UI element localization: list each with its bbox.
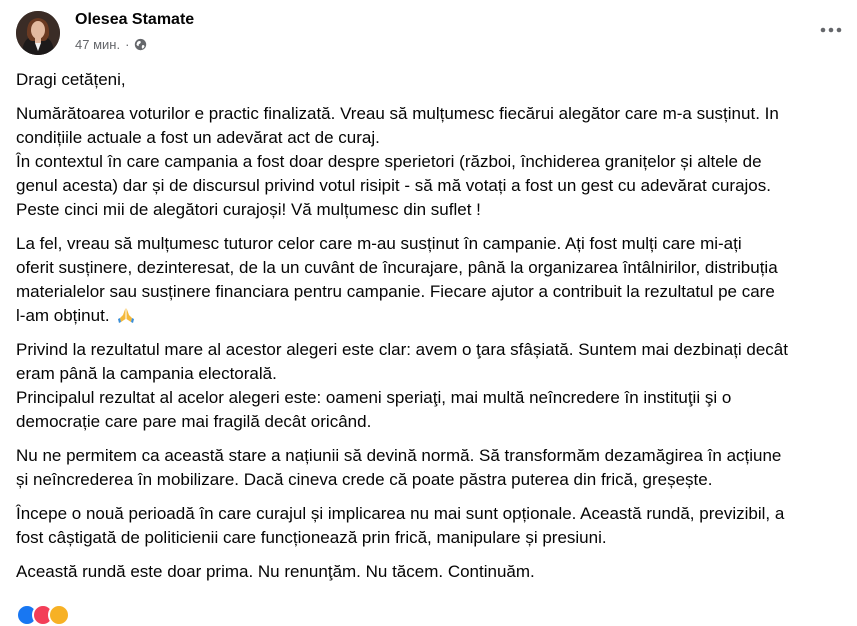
post-line: materialelor sau susținere financiara pentru campanie. Fiecare ajutor a contribuit la rezultatul pe care: [16, 282, 775, 301]
meta-separator: ·: [125, 37, 130, 52]
reaction-icons[interactable]: [16, 604, 64, 626]
folded-hands-icon: [116, 305, 136, 325]
post-line: În contextul în care campania a fost doar despre sperietori (război, închiderea granițelor și altele de: [16, 152, 762, 171]
post-line: genul acesta) dar și de discursul privind votul risipit - să mă votați a fost un gest cu adevărat curajos.: [16, 176, 771, 195]
globe-icon[interactable]: [134, 38, 147, 51]
post-line: Principalul rezultat al acelor alegeri este: oameni speriaţi, mai multă neîncredere în instituţii şi o: [16, 388, 732, 407]
post-time[interactable]: 47 мин.: [75, 37, 121, 52]
post-line: oferit susținere, dezinteresat, de la un cuvânt de încurajare, până la organizarea întâlnirilor, distribuția: [16, 258, 778, 277]
post-line: și neîncrederea în mobilizare. Dacă cineva crede că poate păstra puterea din frică, greșește.: [16, 470, 713, 489]
post-line: condițiile actuale a fost un adevărat act de curaj.: [16, 128, 380, 147]
post-line: Nu ne permitem ca această stare a națiunii să devină normă. Să transformăm dezamăgirea în acțiune: [16, 446, 782, 465]
post-line: eram până la campania electorală.: [16, 364, 277, 383]
post-line: fost câștigată de politicienii care funcționează prin frică, manipulare și presiuni.: [16, 528, 607, 547]
post-line: Această rundă este doar prima. Nu renunţăm. Nu tăcem. Continuăm.: [16, 562, 535, 581]
post-meta: [75, 37, 147, 52]
post-line: Începe o nouă perioadă în care curajul și implicarea nu mai sunt opționale. Această rundă, previzibil, a: [16, 504, 785, 523]
post-line: Dragi cetățeni,: [16, 70, 126, 89]
more-options-icon[interactable]: [817, 18, 845, 42]
post-line: Numărătoarea voturilor e practic finalizată. Vreau să mulțumesc fiecărui alegător care m-a susținut. In: [16, 104, 779, 123]
avatar[interactable]: [16, 11, 60, 55]
post-header: [16, 8, 851, 60]
care-reaction-icon: [48, 604, 70, 626]
post-line: democrație care pare mai fragilă decât oricând.: [16, 412, 372, 431]
author-name[interactable]: Olesea Stamate: [75, 11, 195, 28]
post-line: l-am obținut.: [16, 306, 110, 325]
post-body: [16, 68, 856, 584]
post-line: Privind la rezultatul mare al acestor alegeri este clar: avem o ţara sfâșiată. Suntem mai dezbinați decât: [16, 340, 788, 359]
post-line: La fel, vreau să mulțumesc tuturor celor care m-au susținut în campanie. Ați fost mulți care mi-ați: [16, 234, 742, 253]
post-line-with-emoji: [16, 304, 856, 328]
post-line: Peste cinci mii de alegători curajoși! Vă mulțumesc din suflet !: [16, 200, 481, 219]
